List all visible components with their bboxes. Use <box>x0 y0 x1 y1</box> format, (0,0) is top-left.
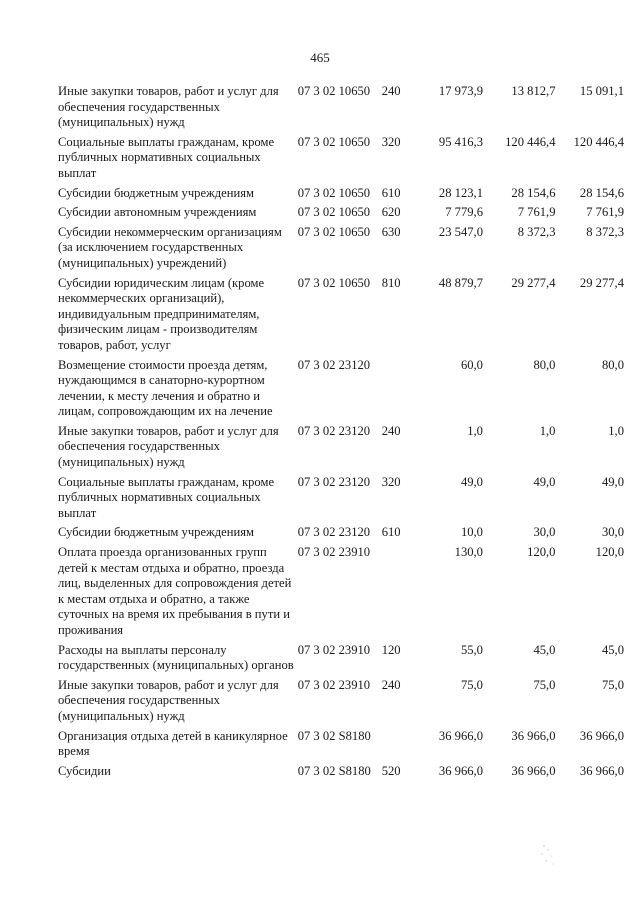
table-row <box>58 358 624 424</box>
expense-type-code: 630 <box>381 224 401 239</box>
budget-table-body <box>58 84 624 783</box>
table-row <box>58 205 624 225</box>
budget-code-cell <box>298 525 409 545</box>
target-article-code: 07 3 02 23910 <box>297 642 371 657</box>
amount-year-1: 28 123,1 <box>438 185 483 200</box>
amount-year-1: 130,0 <box>454 545 483 560</box>
table-row <box>58 545 624 643</box>
expense-item-name: Субсидии некоммерческим организациям (за исключением государственных (муниципальных) учреждений) <box>58 224 282 270</box>
table-row <box>58 678 624 729</box>
amount-year-2: 49,0 <box>533 474 556 489</box>
expense-item-name: Оплата проезда организованных групп детей к местам отдыха и обратно, проезда лиц, выделенных для сопровождения детей к местам отдыха и обратно, а также суточных на время их пребывания в пути и проживания <box>58 545 292 637</box>
amount-year-2: 8 372,3 <box>517 224 556 239</box>
amount-year-2: 13 812,7 <box>511 84 556 98</box>
expense-item-name: Социальные выплаты гражданам, кроме публичных нормативных социальных выплат <box>58 134 275 180</box>
amount-year-1: 23 547,0 <box>438 224 483 239</box>
table-row <box>58 225 624 276</box>
amount-year-3: 8 372,3 <box>586 224 624 239</box>
amount-year-2: 28 154,6 <box>511 185 556 200</box>
amount-year-2: 75,0 <box>533 677 556 692</box>
amount-year-2: 120,0 <box>527 545 556 560</box>
target-article-code: 07 3 02 10650 <box>297 205 371 220</box>
expense-type-code: 320 <box>381 474 401 489</box>
scan-artifact-mark <box>536 840 560 868</box>
expense-type-code: 240 <box>381 677 401 692</box>
expense-item-name: Иные закупки товаров, работ и услуг для обеспечения государственных (муниципальных) нужд <box>58 677 279 723</box>
amount-year-1: 95 416,3 <box>438 134 483 149</box>
amount-year-1: 36 966,0 <box>438 763 483 778</box>
expense-item-name: Иные закупки товаров, работ и услуг для обеспечения государственных (муниципальных) нужд <box>58 423 279 470</box>
expense-type-code: 240 <box>381 423 401 438</box>
target-article-code: 07 3 02 10650 <box>297 84 371 98</box>
amount-year-1: 17 973,9 <box>438 84 483 98</box>
amount-year-2: 45,0 <box>533 642 556 657</box>
amount-year-2: 7 761,9 <box>517 205 556 220</box>
budget-code-cell <box>298 764 409 784</box>
amount-year-3: 120,0 <box>595 545 624 560</box>
amount-year-1: 36 966,0 <box>438 728 483 743</box>
amount-year-1: 60,0 <box>460 357 483 372</box>
amount-year-3: 49,0 <box>601 474 624 489</box>
target-article-code: 07 3 02 23120 <box>297 423 371 438</box>
budget-code-cell <box>298 358 409 424</box>
table-row <box>58 84 624 135</box>
expense-type-code: 320 <box>381 134 401 149</box>
target-article-code: 07 3 02 23910 <box>297 545 371 560</box>
target-article-code: 07 3 02 10650 <box>297 185 371 200</box>
amount-year-1: 75,0 <box>460 677 483 692</box>
expense-item-name: Субсидии юридическим лицам (кроме некоммерческих организаций), индивидуальным предпринимателям, физическим лицам - производителям товаров, работ, услуг <box>58 275 265 352</box>
budget-code-cell <box>298 135 409 186</box>
amount-year-3: 7 761,9 <box>586 205 624 220</box>
budget-code-cell <box>298 643 409 678</box>
expense-item-name: Социальные выплаты гражданам, кроме публичных нормативных социальных выплат <box>58 474 275 520</box>
target-article-code: 07 3 02 23910 <box>297 677 371 692</box>
budget-code-cell <box>298 225 409 276</box>
amount-year-2: 80,0 <box>533 357 556 372</box>
table-row <box>58 525 624 545</box>
expense-item-name: Расходы на выплаты персоналу государственных (муниципальных) органов <box>58 642 294 673</box>
target-article-code: 07 3 02 23120 <box>297 525 371 540</box>
table-row <box>58 643 624 678</box>
expense-type-code: 620 <box>381 205 401 220</box>
page-number: 465 <box>310 50 330 65</box>
amount-year-3: 80,0 <box>601 357 624 372</box>
amount-year-3: 29 277,4 <box>579 275 624 290</box>
budget-code-cell <box>298 186 409 206</box>
amount-year-3: 45,0 <box>601 642 624 657</box>
target-article-code: 07 3 02 10650 <box>297 134 371 149</box>
amount-year-3: 30,0 <box>601 525 624 540</box>
amount-year-3: 75,0 <box>601 677 624 692</box>
table-row <box>58 186 624 206</box>
table-row <box>58 475 624 526</box>
table-row <box>58 424 624 475</box>
expense-type-code: 610 <box>381 185 401 200</box>
budget-code-cell <box>298 424 409 475</box>
amount-year-2: 120 446,4 <box>505 134 556 149</box>
budget-code-cell <box>298 475 409 526</box>
amount-year-1: 48 879,7 <box>438 275 483 290</box>
table-row <box>58 764 624 784</box>
amount-year-3: 1,0 <box>608 423 624 438</box>
expense-type-code: 120 <box>381 642 401 657</box>
amount-year-2: 1,0 <box>539 423 556 438</box>
amount-year-3: 36 966,0 <box>579 763 624 778</box>
amount-year-2: 36 966,0 <box>511 763 556 778</box>
table-row <box>58 729 624 764</box>
amount-year-2: 36 966,0 <box>511 728 556 743</box>
amount-year-1: 10,0 <box>460 525 483 540</box>
budget-code-cell <box>298 678 409 729</box>
expense-item-name: Возмещение стоимости проезда детям, нуждающимся в санаторно-курортном лечении, к месту лечения и обратно и лицам, сопровождающим их на лечение <box>58 357 273 419</box>
amount-year-1: 1,0 <box>467 423 483 438</box>
expense-item-name: Организация отдыха детей в каникулярное время <box>58 728 288 759</box>
expense-item-name: Иные закупки товаров, работ и услуг для обеспечения государственных (муниципальных) нужд <box>58 84 279 130</box>
target-article-code: 07 3 02 S8180 <box>297 763 371 778</box>
amount-year-3: 15 091,1 <box>579 84 624 98</box>
budget-code-cell <box>298 276 409 358</box>
amount-year-2: 29 277,4 <box>511 275 556 290</box>
target-article-code: 07 3 02 10650 <box>297 275 371 290</box>
budget-code-cell <box>298 205 409 225</box>
amount-year-3: 120 446,4 <box>573 134 624 149</box>
expense-item-name: Субсидии бюджетным учреждениям <box>58 185 254 200</box>
amount-year-3: 28 154,6 <box>579 185 624 200</box>
table-row <box>58 276 624 358</box>
amount-year-1: 7 779,6 <box>445 205 483 220</box>
amount-year-2: 30,0 <box>533 525 556 540</box>
expense-type-code: 520 <box>381 763 401 778</box>
expense-type-code: 810 <box>381 275 401 290</box>
target-article-code: 07 3 02 10650 <box>297 224 371 239</box>
target-article-code: 07 3 02 S8180 <box>297 728 371 743</box>
expense-type-code: 610 <box>381 525 401 540</box>
expense-item-name: Субсидии бюджетным учреждениям <box>58 525 254 540</box>
amount-year-1: 49,0 <box>460 474 483 489</box>
expense-item-name: Субсидии автономным учреждениям <box>58 205 257 220</box>
table-row <box>58 135 624 186</box>
budget-table <box>58 84 624 783</box>
amount-year-1: 55,0 <box>460 642 483 657</box>
target-article-code: 07 3 02 23120 <box>297 357 371 372</box>
budget-code-cell <box>298 729 409 764</box>
expense-type-code: 240 <box>381 84 401 98</box>
target-article-code: 07 3 02 23120 <box>297 474 371 489</box>
amount-year-3: 36 966,0 <box>579 728 624 743</box>
budget-code-cell <box>298 84 409 135</box>
expense-item-name: Субсидии <box>58 763 111 778</box>
budget-code-cell <box>298 545 409 643</box>
